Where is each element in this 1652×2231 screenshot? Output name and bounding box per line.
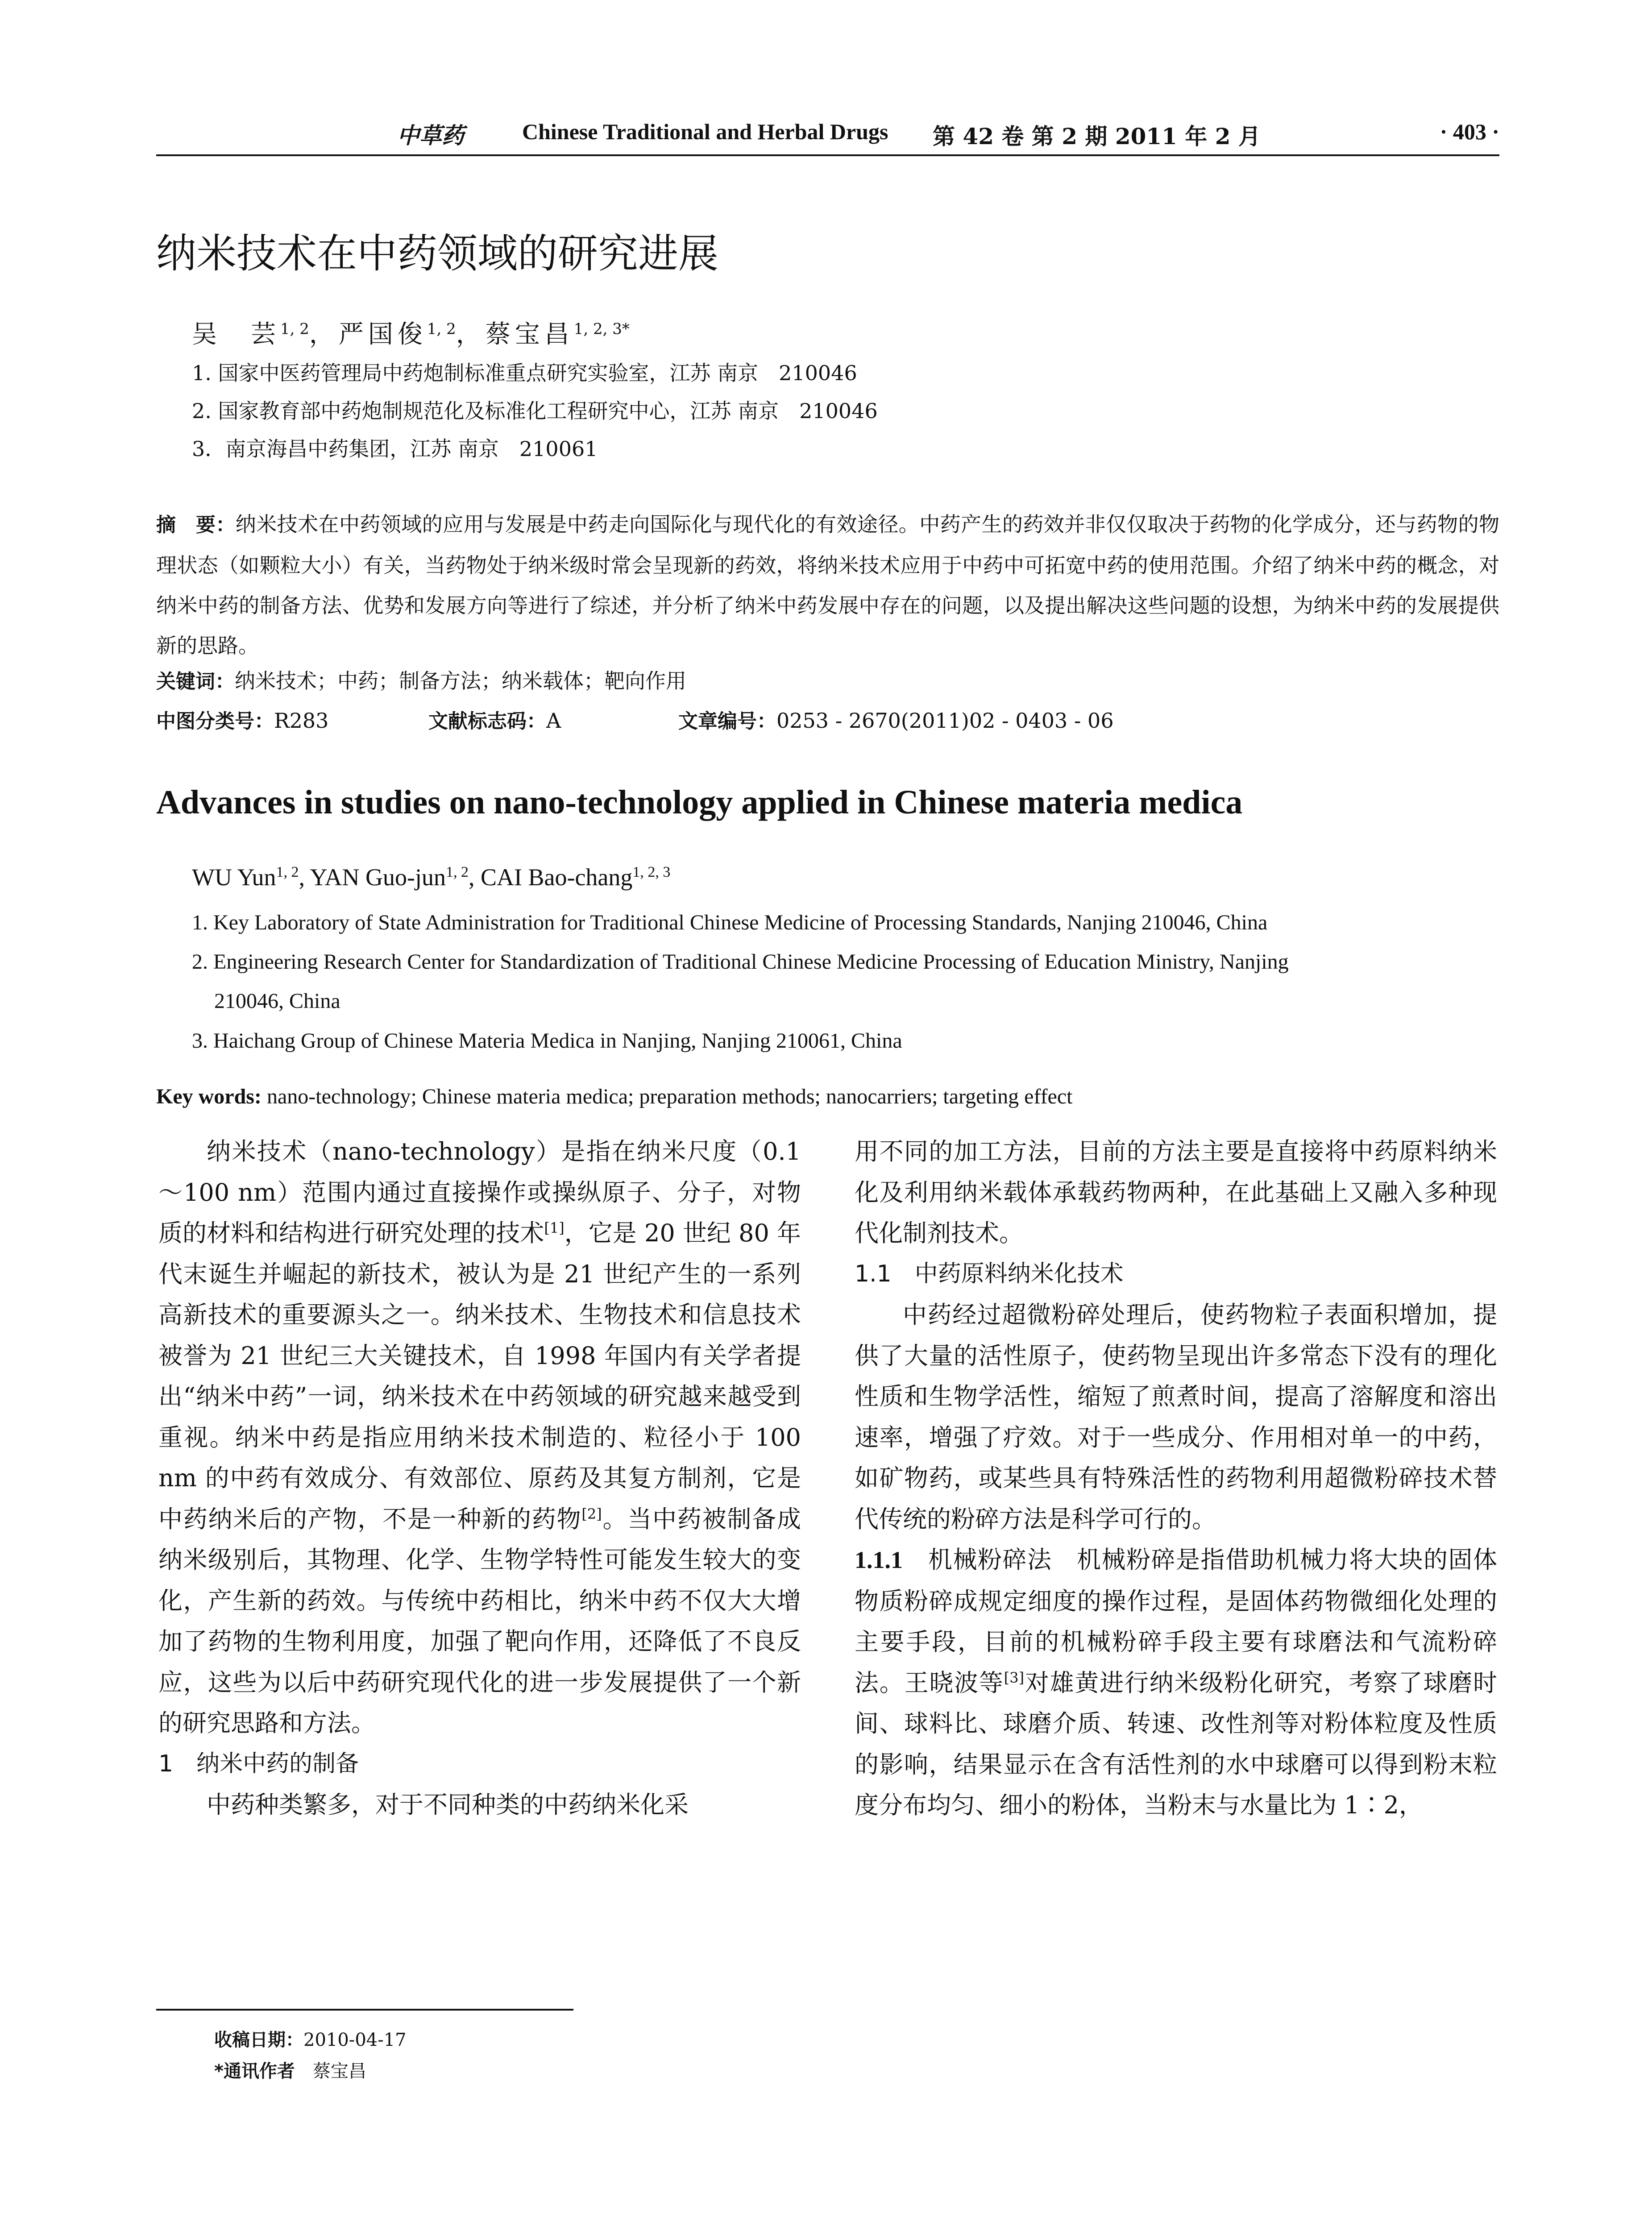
keywords-en-text: nano-technology; Chinese materia medica; preparation methods; nanocarriers; targeting effect [266, 1085, 1073, 1108]
abstract-cn [156, 504, 1499, 666]
clc-value: R283 [274, 709, 329, 733]
title-en: Advances in studies on nano-technology applied in Chinese materia medica [156, 784, 1243, 821]
received-date: 2010-04-17 [303, 2030, 407, 2050]
author-affiliation-mark: 1, 2, 3* [573, 320, 630, 338]
corresponding-author: 蔡宝昌 [312, 2061, 366, 2082]
affiliation-cn: 1. 国家中医药管理局中药炮制标准重点研究实验室，江苏 南京 210046 [192, 361, 857, 385]
affiliation-cn: 2. 国家教育部中药炮制规范化及标准化工程研究中心，江苏 南京 210046 [192, 399, 878, 423]
article-number-label: 文章编号： [678, 710, 776, 733]
paragraph [855, 1539, 1497, 1826]
author-affiliation-mark: 1, 2 [276, 864, 299, 880]
abstract-label: 摘 要： [156, 514, 236, 536]
corresponding-label: *通讯作者 [214, 2061, 295, 2082]
footnote-corresponding [214, 2057, 366, 2082]
body-column-left [158, 1131, 801, 1825]
subsubsection-title: 机械粉碎法 [928, 1546, 1052, 1574]
paragraph-text: 机械粉碎是指借助机械力将大块的固体物质粉碎成规定细度的操作过程，是固体药物微细化处理的主要手段，目前的机械粉碎手段主要有球磨法和气流粉碎法。王晓波等 [855, 1546, 1497, 1697]
abstract-text: 纳米技术在中药领域的应用与发展是中药走向国际化与现代化的有效途径。中药产生的药效并非仅仅取决于药物的化学成分，还与药物的物理状态（如颗粒大小）有关，当药物处于纳米级时常会呈现新的药效，将纳米技术应用于中药中可拓宽中药的使用范围。介绍了纳米中药的概念，对纳米中药的制备方法、优势和发展方向等进行了综述，并分析了纳米中药发展中存在的问题，以及提出解决这些问题的设想，为纳米中药的发展提供新的思路。 [156, 512, 1499, 658]
author-name: WU Yun [192, 864, 276, 891]
author-name: YAN Guo-jun [310, 864, 446, 891]
running-header [156, 118, 1499, 151]
title-cn: 纳米技术在中药领域的研究进展 [156, 230, 718, 277]
clc-label: 中图分类号： [156, 710, 274, 733]
journal-name-en: Chinese Traditional and Herbal Drugs [522, 119, 888, 144]
paragraph [158, 1131, 801, 1744]
keywords-label: 关键词： [156, 670, 235, 693]
author-affiliation-mark: 1, 2, 3 [632, 864, 671, 880]
document-code [428, 705, 561, 734]
affiliation-cn: 3．南京海昌中药集团，江苏 南京 210061 [192, 437, 598, 461]
document-code-label: 文献标志码： [428, 710, 546, 733]
keywords-text: 纳米技术；中药；制备方法；纳米载体；靶向作用 [235, 669, 686, 693]
affiliation-en: 1. Key Laboratory of State Administration for Traditional Chinese Medicine of Processing Standards, Nanjing 210046, China [192, 911, 1268, 934]
footnote-rule [156, 2009, 573, 2011]
journal-name-cn: 中草药 [397, 122, 464, 149]
paragraph-text: 纳米技术（nano-technology）是指在纳米尺度（0.1～100 nm）范围内通过直接操作或操纵原子、分子，对物质的材料和结构进行研究处理的技术 [158, 1137, 801, 1247]
paragraph: 中药经过超微粉碎处理后，使药物粒子表面积增加，提供了大量的活性原子，使药物呈现出许多常态下没有的理化性质和生物学活性，缩短了煎煮时间，提高了溶解度和溶出速率，增强了疗效。对于一些成分、作用相对单一的中药，如矿物药，或某些具有特殊活性的药物利用超微粉碎技术替代传统的粉碎方法是科学可行的。 [855, 1301, 1497, 1533]
paragraph-text: 对雄黄进行纳米级粉化研究，考察了球磨时间、球料比、球磨介质、转速、改性剂等对粉体粒度及性质的影响，结果显示在含有活性剂的水中球磨可以得到粉末粒度分布均匀、细小的粉体，当粉末与水量比为 1∶2， [855, 1668, 1498, 1819]
author-name: CAI Bao-chang [480, 864, 633, 891]
journal-issue: 第 42 卷 第 2 期 2011 年 2 月 [933, 123, 1261, 149]
header-rule [156, 154, 1499, 156]
document-code-value: A [546, 709, 561, 733]
citation: [1] [544, 1219, 565, 1236]
authors-en: WU Yun$^{1, 2}$, YAN Guo-jun$^{1, 2}$, CAI Bao-chang$^{1, 2, 3}$ [192, 864, 671, 891]
page-number: · 403 · [1440, 119, 1499, 144]
author-name: 吴 芸 [192, 320, 280, 349]
clc-number [156, 705, 328, 734]
citation: [2] [581, 1505, 602, 1522]
section-heading: 1 纳米中药的制备 [158, 1750, 359, 1777]
article-number-value: 0253 - 2670(2011)02 - 0403 - 06 [776, 709, 1114, 733]
citation: [3] [1004, 1669, 1025, 1686]
body-column-right [855, 1131, 1497, 1826]
subsection-heading: 1.1 中药原料纳米化技术 [855, 1260, 1124, 1287]
paragraph-text: ，它是 20 世纪 80 年代末诞生并崛起的新技术，被认为是 21 世纪产生的一系列高新技术的重要源头之一。纳米技术、生物技术和信息技术被誉为 21 世纪三大关键技术，自 1998 年国内有关学者提出“纳米中药”一词，纳米技术在中药领域的研究越来越受到重视。纳米中药是指应用纳米技术制造的、粒径小于 100 nm 的中药有效成分、有效部位、原药及其复方制剂，它是中药纳米后的产物，不是一种新的药物 [158, 1219, 801, 1533]
authors-cn: 吴 芸$^{1, 2}$，严国俊$^{1, 2}$，蔡宝昌$^{1, 2, 3*}$ [192, 320, 630, 349]
keywords-en [156, 1084, 1073, 1109]
author-name: 蔡宝昌 [485, 320, 574, 349]
affiliation-en: 3. Haichang Group of Chinese Materia Medica in Nanjing, Nanjing 210061, China [192, 1029, 902, 1053]
affiliation-en: 210046, China [214, 989, 340, 1013]
author-affiliation-mark: 1, 2 [280, 320, 309, 338]
affiliation-en: 2. Engineering Research Center for Standardization of Traditional Chinese Medicine Processing of Education Ministry, Nanjing [192, 950, 1289, 974]
received-label: 收稿日期： [214, 2030, 303, 2050]
footnote-received [214, 2026, 407, 2051]
paragraph: 中药种类繁多，对于不同种类的中药纳米化采 [207, 1791, 689, 1819]
keywords-cn [156, 665, 686, 694]
author-name: 严国俊 [338, 320, 427, 349]
paragraph-text: 。当中药被制备成纳米级别后，其物理、化学、生物学特性可能发生较大的变化，产生新的药效。与传统中药相比，纳米中药不仅大大增加了药物的生物利用度，加强了靶向作用，还降低了不良反应，这些为以后中药研究现代化的进一步发展提供了一个新的研究思路和方法。 [158, 1505, 801, 1737]
subsubsection-number: 1.1.1 [855, 1547, 903, 1573]
author-affiliation-mark: 1, 2 [427, 320, 456, 338]
paragraph: 用不同的加工方法，目前的方法主要是直接将中药原料纳米化及利用纳米载体承载药物两种，在此基础上又融入多种现代化制剂技术。 [855, 1137, 1497, 1247]
keywords-en-label: Key words: [156, 1085, 261, 1108]
author-affiliation-mark: 1, 2 [445, 864, 469, 880]
article-number [678, 705, 1114, 734]
